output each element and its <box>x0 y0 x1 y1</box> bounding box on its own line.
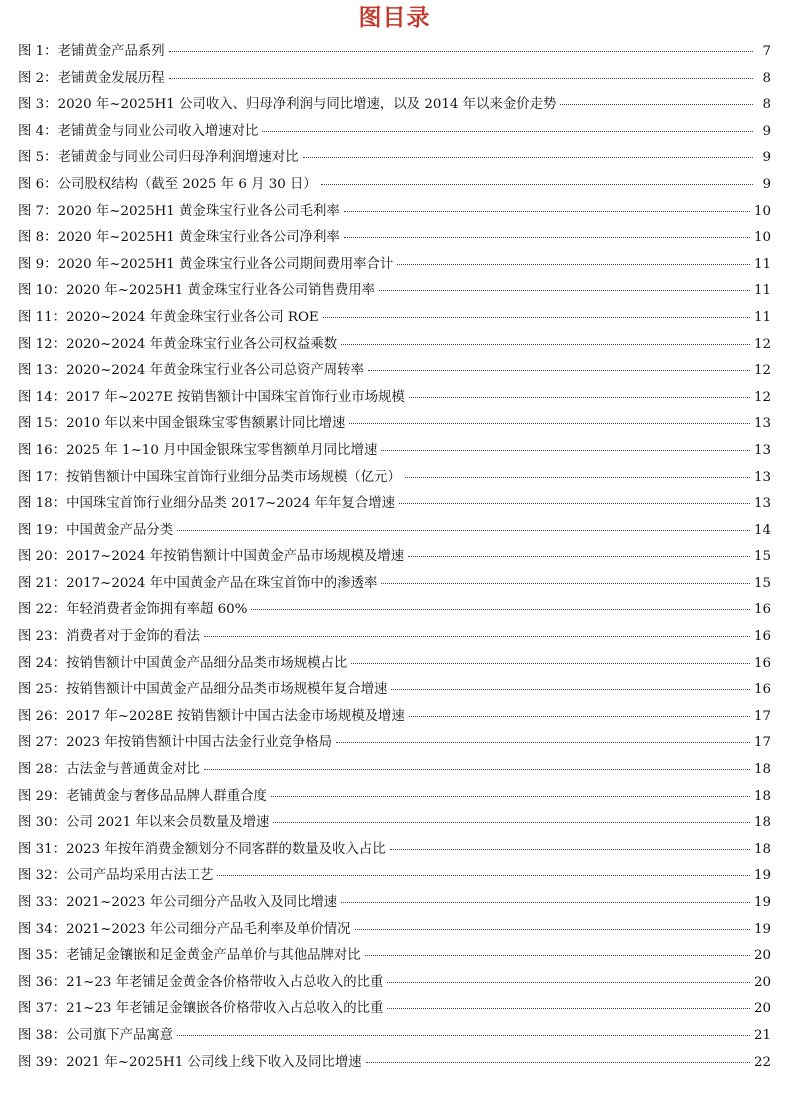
toc-entry[interactable] <box>18 677 771 704</box>
toc-entry[interactable] <box>18 199 771 226</box>
dot-leader <box>390 849 750 850</box>
page-number: 18 <box>753 788 771 804</box>
page-number: 19 <box>753 921 771 937</box>
figure-number: 图 38： <box>18 1027 67 1043</box>
figure-list <box>18 39 771 1076</box>
figure-title: 老铺黄金与同业公司收入增速对比 <box>57 123 259 139</box>
figure-title: 按销售额计中国黄金产品细分品类市场规模年复合增速 <box>66 682 388 698</box>
dot-leader <box>341 344 750 345</box>
figure-number: 图 16： <box>18 442 67 458</box>
figure-number: 图 4： <box>18 123 58 139</box>
dot-leader <box>271 796 750 797</box>
figure-number: 图 32： <box>18 868 67 884</box>
dot-leader <box>349 423 750 424</box>
page-number: 13 <box>753 496 771 512</box>
dot-leader <box>409 397 750 398</box>
dot-leader <box>391 689 750 690</box>
page-number: 20 <box>753 948 771 964</box>
figure-number: 图 17： <box>18 469 67 485</box>
dot-leader <box>204 636 750 637</box>
toc-entry[interactable] <box>18 1050 771 1077</box>
toc-entry[interactable] <box>18 491 771 518</box>
dot-leader <box>405 477 750 478</box>
toc-entry[interactable] <box>18 810 771 837</box>
page-number: 11 <box>753 283 771 299</box>
figure-number: 图 34： <box>18 921 67 937</box>
dot-leader <box>397 264 750 265</box>
figure-number: 图 26： <box>18 708 67 724</box>
page-number: 11 <box>753 309 771 325</box>
toc-entry[interactable] <box>18 704 771 731</box>
figure-title: 中国黄金产品分类 <box>66 522 174 538</box>
figure-number: 图 23： <box>18 629 67 645</box>
figure-number: 图 9： <box>18 256 58 272</box>
dot-leader <box>381 450 750 451</box>
figure-number: 图 29： <box>18 788 67 804</box>
figure-title: 老铺黄金发展历程 <box>57 70 165 86</box>
toc-entry[interactable] <box>18 385 771 412</box>
page-number: 17 <box>753 708 771 724</box>
figure-number: 图 1： <box>18 44 58 59</box>
toc-entry[interactable] <box>18 66 771 93</box>
dot-leader <box>365 955 750 956</box>
dot-leader <box>368 370 750 371</box>
figure-title: 公司旗下产品寓意 <box>66 1027 174 1043</box>
figure-title: 2017 年~2027E 按销售额计中国珠宝首饰行业市场规模 <box>66 389 405 405</box>
toc-entry[interactable] <box>18 837 771 864</box>
dot-leader <box>323 317 750 318</box>
figure-title: 2020~2024 年黄金珠宝行业各公司总资产周转率 <box>66 363 364 379</box>
toc-entry[interactable] <box>18 651 771 678</box>
toc-entry[interactable] <box>18 784 771 811</box>
page-number: 9 <box>762 123 771 139</box>
figure-title: 2020 年~2025H1 公司收入、归母净利润与同比增速，以及 2014 年以来金价走势 <box>57 97 557 113</box>
figure-title: 中国珠宝首饰行业细分品类 2017~2024 年年复合增速 <box>66 496 395 512</box>
toc-entry[interactable] <box>18 863 771 890</box>
figure-title: 2020 年~2025H1 黄金珠宝行业各公司毛利率 <box>57 203 340 219</box>
figure-number: 图 36： <box>18 974 67 990</box>
dot-leader <box>341 902 750 903</box>
page-number: 20 <box>753 974 771 990</box>
page-number: 18 <box>753 762 771 778</box>
toc-entry[interactable] <box>18 145 771 172</box>
dot-leader <box>399 503 750 504</box>
figure-title: 公司产品均采用古法工艺 <box>66 868 214 884</box>
dot-leader <box>387 982 750 983</box>
page-number: 21 <box>753 1027 771 1043</box>
figure-title: 按销售额计中国黄金产品细分品类市场规模占比 <box>66 655 348 671</box>
figure-title: 21~23 年老铺足金镶嵌各价格带收入占总收入的比重 <box>66 1001 384 1017</box>
toc-entry[interactable] <box>18 92 771 119</box>
dot-leader <box>351 663 750 664</box>
figure-number: 图 22： <box>18 602 67 618</box>
toc-entry[interactable] <box>18 252 771 279</box>
dot-leader <box>355 929 750 930</box>
toc-entry[interactable] <box>18 39 771 66</box>
dot-leader <box>381 583 750 584</box>
page-number: 12 <box>753 363 771 379</box>
dot-leader <box>387 1008 750 1009</box>
figure-title: 年轻消费者金饰拥有率超 60% <box>66 602 248 618</box>
figure-title: 老铺黄金产品系列 <box>57 44 165 59</box>
page-number: 18 <box>753 841 771 857</box>
figure-title: 老铺足金镶嵌和足金黄金产品单价与其他品牌对比 <box>66 948 361 964</box>
figure-number: 图 27： <box>18 735 67 751</box>
dot-leader <box>344 237 750 238</box>
figure-title: 2010 年以来中国金银珠宝零售额累计同比增速 <box>66 416 346 432</box>
figure-number: 图 18： <box>18 496 67 512</box>
figure-title: 公司 2021 年以来会员数量及增速 <box>66 815 270 831</box>
figure-title: 2021~2023 年公司细分产品收入及同比增速 <box>66 895 338 910</box>
toc-entry[interactable] <box>18 996 771 1023</box>
page-number: 9 <box>762 176 771 192</box>
figure-number: 图 19： <box>18 522 67 538</box>
figure-title: 2017~2024 年中国黄金产品在珠宝首饰中的渗透率 <box>66 575 378 591</box>
dot-leader <box>336 742 750 743</box>
page-number: 16 <box>753 629 771 645</box>
toc-entry[interactable] <box>18 571 771 598</box>
toc-entry[interactable] <box>18 305 771 332</box>
toc-entry[interactable] <box>18 757 771 784</box>
figure-number: 图 7： <box>18 203 58 219</box>
figure-number: 图 8： <box>18 230 58 246</box>
dot-leader <box>344 211 750 212</box>
page-title: 图目录 <box>358 5 431 31</box>
page-number: 22 <box>753 1054 771 1070</box>
page-number: 15 <box>753 549 771 565</box>
page-number: 18 <box>753 815 771 831</box>
dot-leader <box>177 530 750 531</box>
toc-entry[interactable] <box>18 358 771 385</box>
toc-entry[interactable] <box>18 332 771 359</box>
page-number: 10 <box>753 230 771 246</box>
page-number: 15 <box>753 575 771 591</box>
page-number: 13 <box>753 416 771 432</box>
figure-number: 图 21： <box>18 575 67 591</box>
toc-entry[interactable] <box>18 119 771 146</box>
figure-number: 图 33： <box>18 895 67 910</box>
toc-entry[interactable] <box>18 225 771 252</box>
dot-leader <box>262 131 753 132</box>
figure-title: 2017~2024 年按销售额计中国黄金产品市场规模及增速 <box>66 549 405 565</box>
figure-title: 按销售额计中国珠宝首饰行业细分品类市场规模（亿元） <box>66 469 401 485</box>
toc-entry[interactable] <box>18 624 771 651</box>
figure-title: 2020~2024 年黄金珠宝行业各公司 ROE <box>66 309 319 325</box>
page-number: 16 <box>753 655 771 671</box>
dot-leader <box>273 822 750 823</box>
figure-title: 2023 年按销售额计中国古法金行业竞争格局 <box>66 735 333 751</box>
toc-entry[interactable] <box>18 438 771 465</box>
figure-number: 图 30： <box>18 815 67 831</box>
page-number: 16 <box>753 682 771 698</box>
dot-leader <box>303 157 753 158</box>
page-number: 19 <box>753 895 771 910</box>
figure-title: 2021~2023 年公司细分产品毛利率及单价情况 <box>66 921 351 937</box>
dot-leader <box>251 609 750 610</box>
page-number: 9 <box>762 150 771 166</box>
toc-entry[interactable] <box>18 1023 771 1050</box>
figure-number: 图 28： <box>18 762 67 778</box>
toc-entry[interactable] <box>18 278 771 305</box>
page-number: 20 <box>753 1001 771 1017</box>
toc-entry[interactable] <box>18 943 771 970</box>
figure-number: 图 35： <box>18 948 67 964</box>
page-number: 13 <box>753 469 771 485</box>
dot-leader <box>408 556 750 557</box>
figure-number: 图 25： <box>18 682 67 698</box>
figure-title: 2023 年按年消费金额划分不同客群的数量及收入占比 <box>66 841 386 857</box>
page-number: 10 <box>753 203 771 219</box>
figure-number: 图 3： <box>18 97 58 113</box>
figure-title: 消费者对于金饰的看法 <box>66 629 200 645</box>
figure-number: 图 12： <box>18 336 67 352</box>
dot-leader <box>560 104 753 105</box>
dot-leader <box>169 51 753 52</box>
figure-number: 图 11： <box>18 309 67 325</box>
page-number: 12 <box>753 336 771 352</box>
figure-number: 图 5： <box>18 150 58 166</box>
figure-number: 图 6： <box>18 176 58 192</box>
toc-entry[interactable] <box>18 970 771 997</box>
figure-title: 21~23 年老铺足金黄金各价格带收入占总收入的比重 <box>66 974 384 990</box>
figure-title: 2025 年 1~10 月中国金银珠宝零售额单月同比增速 <box>66 442 378 458</box>
toc-entry[interactable] <box>18 411 771 438</box>
dot-leader <box>169 78 753 79</box>
figure-number: 图 31： <box>18 841 67 857</box>
dot-leader <box>409 716 750 717</box>
page-number: 19 <box>753 868 771 884</box>
figure-number: 图 37： <box>18 1001 67 1017</box>
figure-number: 图 15： <box>18 416 67 432</box>
figure-title: 老铺黄金与奢侈品品牌人群重合度 <box>66 788 267 804</box>
page-number: 12 <box>753 389 771 405</box>
page-number: 16 <box>753 602 771 618</box>
figure-number: 图 24： <box>18 655 67 671</box>
toc-entry[interactable] <box>18 730 771 757</box>
dot-leader <box>217 875 750 876</box>
dot-leader <box>204 769 750 770</box>
figure-title: 古法金与普通黄金对比 <box>66 762 200 778</box>
toc-entry[interactable] <box>18 172 771 199</box>
toc-entry[interactable] <box>18 890 771 917</box>
figure-number: 图 14： <box>18 389 67 405</box>
figure-title: 2020~2024 年黄金珠宝行业各公司权益乘数 <box>66 336 338 352</box>
figure-title: 2020 年~2025H1 黄金珠宝行业各公司期间费用率合计 <box>57 256 394 272</box>
toc-entry[interactable] <box>18 597 771 624</box>
page-number: 8 <box>762 97 771 113</box>
page-number: 7 <box>762 44 771 59</box>
toc-entry[interactable] <box>18 465 771 492</box>
figure-title: 公司股权结构（截至 2025 年 6 月 30 日） <box>57 176 317 192</box>
page-number: 14 <box>753 522 771 538</box>
figure-title: 2020 年~2025H1 黄金珠宝行业各公司净利率 <box>57 230 340 246</box>
dot-leader <box>177 1035 750 1036</box>
page-number: 13 <box>753 442 771 458</box>
figure-number: 图 13： <box>18 363 67 379</box>
figure-title: 2021 年~2025H1 公司线上线下收入及同比增速 <box>66 1054 362 1070</box>
figure-title: 老铺黄金与同业公司归母净利润增速对比 <box>57 150 299 166</box>
dot-leader <box>366 1062 750 1063</box>
dot-leader <box>379 290 750 291</box>
figure-number: 图 20： <box>18 549 67 565</box>
page-number: 17 <box>753 735 771 751</box>
toc-entry[interactable] <box>18 917 771 944</box>
toc-entry[interactable] <box>18 518 771 545</box>
dot-leader <box>321 184 753 185</box>
figure-number: 图 39： <box>18 1054 67 1070</box>
toc-entry[interactable] <box>18 544 771 571</box>
figure-number: 图 2： <box>18 70 58 86</box>
figure-title: 2017 年~2028E 按销售额计中国古法金市场规模及增速 <box>66 708 405 724</box>
figure-title: 2020 年~2025H1 黄金珠宝行业各公司销售费用率 <box>66 283 376 299</box>
page-number: 8 <box>762 70 771 86</box>
page-number: 11 <box>753 256 771 272</box>
figure-number: 图 10： <box>18 283 67 299</box>
